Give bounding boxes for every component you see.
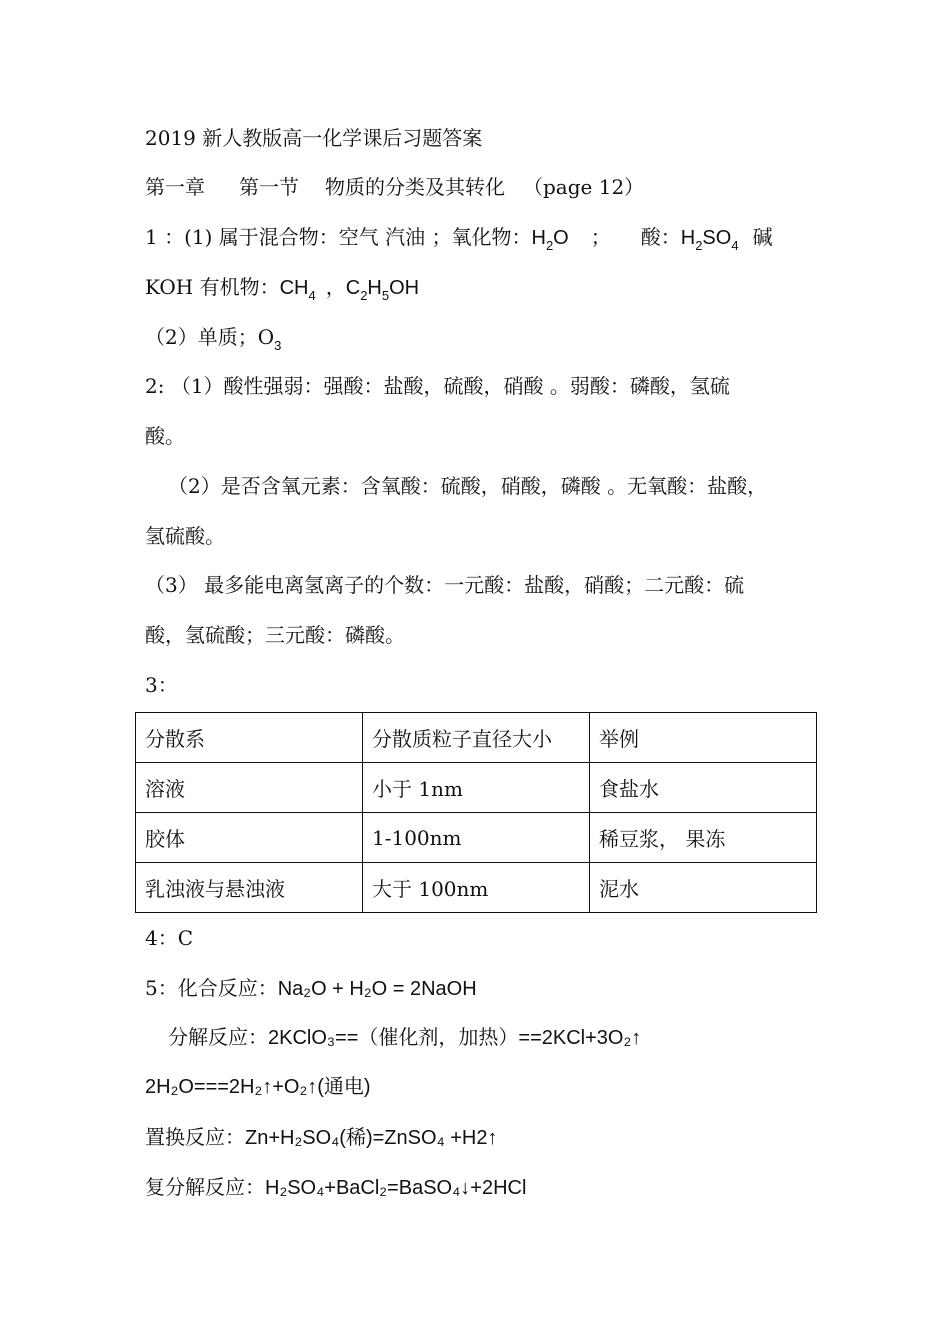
q5-line5 <box>145 1174 526 1201</box>
formula-h2o: $H_2O$ <box>531 227 569 253</box>
formula-ch4: $CH_4$ <box>279 277 316 303</box>
table-cell: 乳浊液与悬浊液 <box>136 863 363 913</box>
formula-h2so4: $H_2SO_4$ <box>680 227 739 253</box>
equation-displacement: Zn+H₂SO₄(稀)=ZnSO₄ +H2↑ <box>245 1127 498 1149</box>
q1-line2 <box>145 274 419 301</box>
table-cell: 稀豆浆， 果冻 <box>590 813 817 863</box>
equation-decomposition-1: 2KClO₃==（催化剂，加热）==2KCl+3O₂↑ <box>268 1027 642 1049</box>
q2-line3: （2）是否含氧元素：含氧酸：硫酸，硝酸，磷酸 。无氧酸：盐酸， <box>168 474 768 498</box>
formula-c2h5oh: $C_2H_5OH$ <box>345 277 420 303</box>
q2-line4: 氢硫酸。 <box>145 524 225 548</box>
section-label: 第一节 <box>239 175 299 199</box>
page-ref: （page 12） <box>523 175 645 199</box>
q1-part2 <box>145 324 282 353</box>
q1-part2-text: （2）单质；O <box>145 325 275 349</box>
double-decomposition-label: 复分解反应： <box>145 1175 265 1199</box>
table-cell: 溶液 <box>136 763 363 813</box>
table-cell: 泥水 <box>590 863 817 913</box>
q2-line2: 酸。 <box>145 424 185 448</box>
table-row <box>136 863 817 913</box>
topic-label: 物质的分类及其转化 <box>325 175 505 199</box>
table-cell: 1-100nm <box>363 813 590 863</box>
chapter-label: 第一章 <box>145 175 205 199</box>
acid-label: 酸： <box>640 225 681 249</box>
equation-decomposition-2: 2H₂O===2H₂↑+O₂↑(通电) <box>145 1076 371 1098</box>
base-label: 碱 <box>752 225 773 249</box>
q5-line4 <box>145 1124 498 1151</box>
q1-sep: ； <box>590 225 611 249</box>
q1-comma: ， <box>325 275 346 299</box>
q3-label: 3： <box>145 673 178 697</box>
q2-line1: 2: （1）酸性强弱：强酸：盐酸，硫酸，硝酸 。弱酸：磷酸，氢硫 <box>145 374 730 398</box>
table-row <box>136 763 817 813</box>
doc-title: 2019 新人教版高一化学课后习题答案 <box>145 126 483 150</box>
equation-double-decomposition: H₂SO₄+BaCl₂=BaSO₄↓+2HCl <box>265 1177 527 1199</box>
q4-answer: 4：C <box>145 926 194 950</box>
table-header-cell: 举例 <box>590 713 817 763</box>
q1-line2-text: KOH 有机物： <box>145 275 280 299</box>
q5-line2 <box>168 1024 641 1051</box>
q1-line1 <box>145 224 773 251</box>
table-header-row <box>136 713 817 763</box>
table-cell: 食盐水 <box>590 763 817 813</box>
combination-label: 5：化合反应： <box>145 976 278 1000</box>
displacement-label: 置换反应： <box>145 1125 245 1149</box>
table-row <box>136 813 817 863</box>
table-cell: 大于 100nm <box>363 863 590 913</box>
q1-intro: 1 ：(1) 属于混合物：空气 汽油 ；氧化物： <box>145 225 532 249</box>
decomposition-label: 分解反应： <box>168 1025 268 1049</box>
dispersion-table <box>135 712 817 913</box>
q2-line5: （3） 最多能电离氢离子的个数：一元酸：盐酸，硝酸；二元酸：硫 <box>145 573 745 597</box>
table-cell: 小于 1nm <box>363 763 590 813</box>
subscript-3: 3 <box>274 338 282 353</box>
table-header-cell: 分散系 <box>136 713 363 763</box>
table-cell: 胶体 <box>136 813 363 863</box>
q2-line6: 酸，氢硫酸；三元酸：磷酸。 <box>145 623 405 647</box>
table-header-cell: 分散质粒子直径大小 <box>363 713 590 763</box>
equation-combination: Na₂O + H₂O = 2NaOH <box>277 978 477 1000</box>
q5-line1 <box>145 975 477 1002</box>
section-heading <box>145 174 644 200</box>
